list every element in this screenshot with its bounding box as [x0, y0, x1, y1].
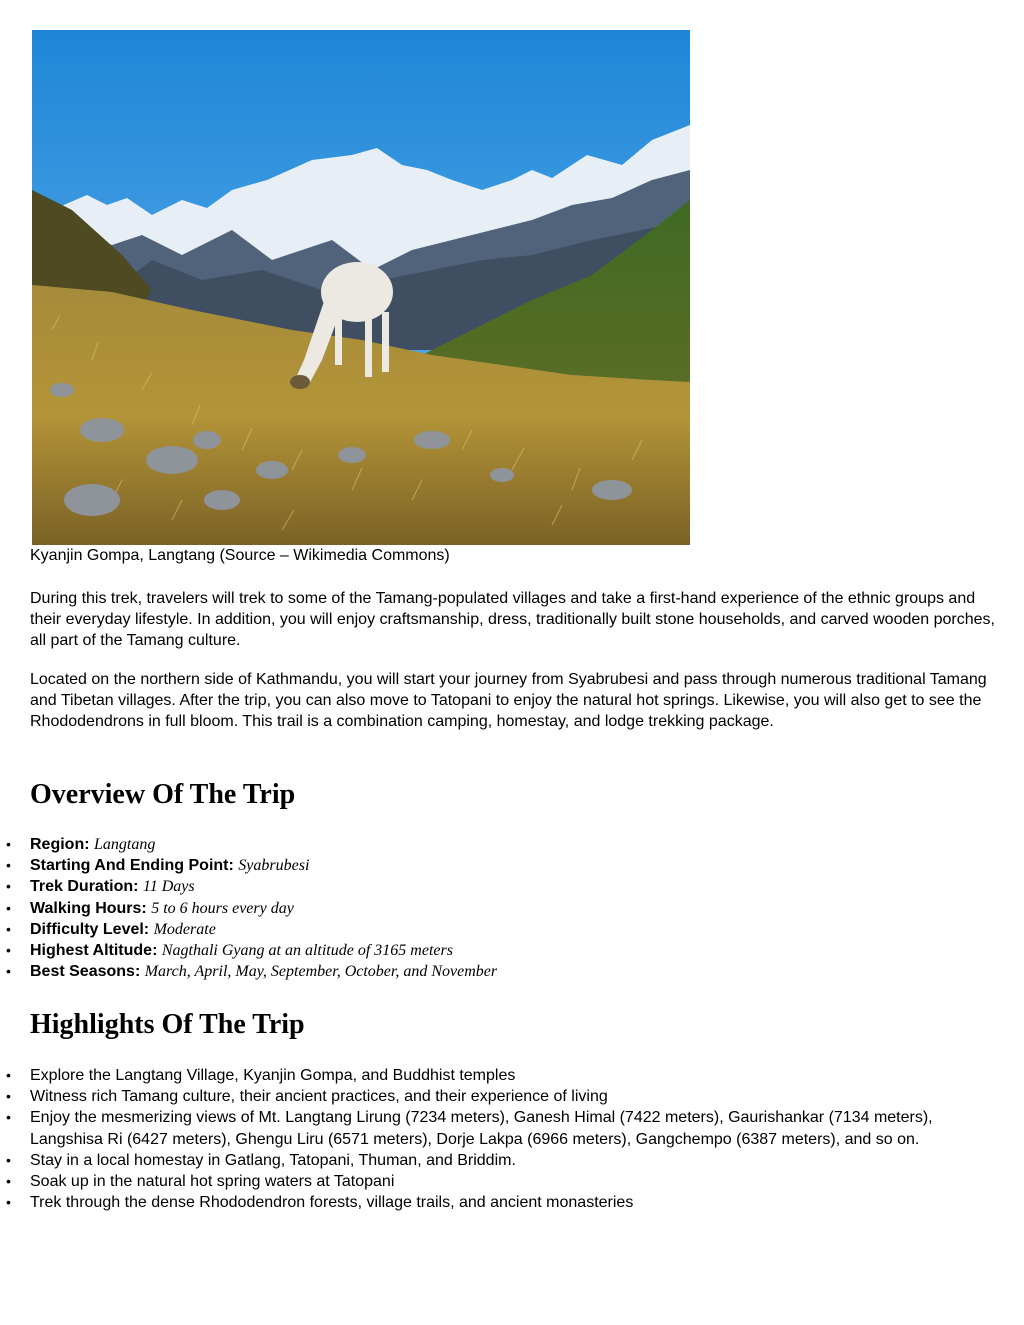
- overview-value: Syabrubesi: [238, 857, 310, 875]
- overview-label: Best Seasons:: [30, 963, 141, 981]
- overview-label: Region:: [30, 836, 90, 853]
- highlight-item: • Enjoy the mesmerizing views of Mt. Langtang Lirung (7234 meters), Ganesh Himal (7422 meters), Gaurishankar (7134 meters), Langshisa Ri (6427 meters), Ghengu Liru (6571 meters), Dorje Lakpa (6966 meters), Gangchempo (6387 meters), and so on.: [0, 1107, 980, 1149]
- overview-value: Nagthali Gyang at an altitude of 3165 meters: [161, 942, 453, 960]
- highlight-item: • Soak up in the natural hot spring waters at Tatopani: [0, 1171, 980, 1192]
- highlight-item: • Explore the Langtang Village, Kyanjin Gompa, and Buddhist temples: [0, 1065, 980, 1086]
- overview-item-seasons: [0, 961, 980, 982]
- overview-value: 11 Days: [142, 878, 195, 896]
- overview-value: March, April, May, September, October, and November: [144, 963, 498, 981]
- highlights-heading: Highlights Of The Trip: [30, 1009, 305, 1040]
- overview-list: [0, 834, 980, 982]
- overview-item-walking-hours: [0, 898, 980, 919]
- overview-value: Moderate: [153, 920, 216, 938]
- overview-item-duration: [0, 876, 980, 897]
- overview-label: Starting And Ending Point:: [30, 857, 234, 875]
- overview-item-altitude: [0, 940, 980, 961]
- overview-item-difficulty: [0, 919, 980, 940]
- overview-label: Difficulty Level:: [30, 920, 150, 938]
- highlight-item: • Trek through the dense Rhododendron forests, village trails, and ancient monasteries: [0, 1192, 980, 1213]
- overview-value: Langtang: [94, 836, 156, 853]
- langtang-photo: [32, 30, 690, 545]
- overview-item-start-end: [0, 855, 980, 876]
- overview-label: Walking Hours:: [30, 899, 147, 917]
- overview-value: 5 to 6 hours every day: [151, 899, 294, 917]
- highlight-item: • Stay in a local homestay in Gatlang, Tatopani, Thuman, and Briddim.: [0, 1150, 980, 1171]
- intro-paragraph-2: Located on the northern side of Kathmandu, you will start your journey from Syabrubesi and pass through numerous traditional Tamang and Tibetan villages. After the trip, you can also move to Tatopani to enjoy the natural hot springs. Likewise, you will also get to see the Rhododendrons in full bloom. This trail is a combination camping, homestay, and lodge trekking package.: [30, 671, 987, 731]
- overview-heading: Overview Of The Trip: [30, 779, 296, 810]
- overview-label: Trek Duration:: [30, 878, 139, 896]
- overview-label: Highest Altitude:: [30, 942, 158, 960]
- intro-paragraph-1: During this trek, travelers will trek to some of the Tamang-populated villages and take a first-hand experience of the ethnic groups and their everyday lifestyle. In addition, you will enjoy craftsmanship, dress, traditionally built stone households, and carved wooden porches, all part of the Tamang culture.: [30, 590, 995, 650]
- image-caption: Kyanjin Gompa, Langtang (Source – Wikimedia Commons): [30, 547, 450, 564]
- highlights-list: [0, 1065, 980, 1213]
- overview-item-region: [0, 834, 980, 855]
- highlight-item: • Witness rich Tamang culture, their ancient practices, and their experience of living: [0, 1086, 980, 1107]
